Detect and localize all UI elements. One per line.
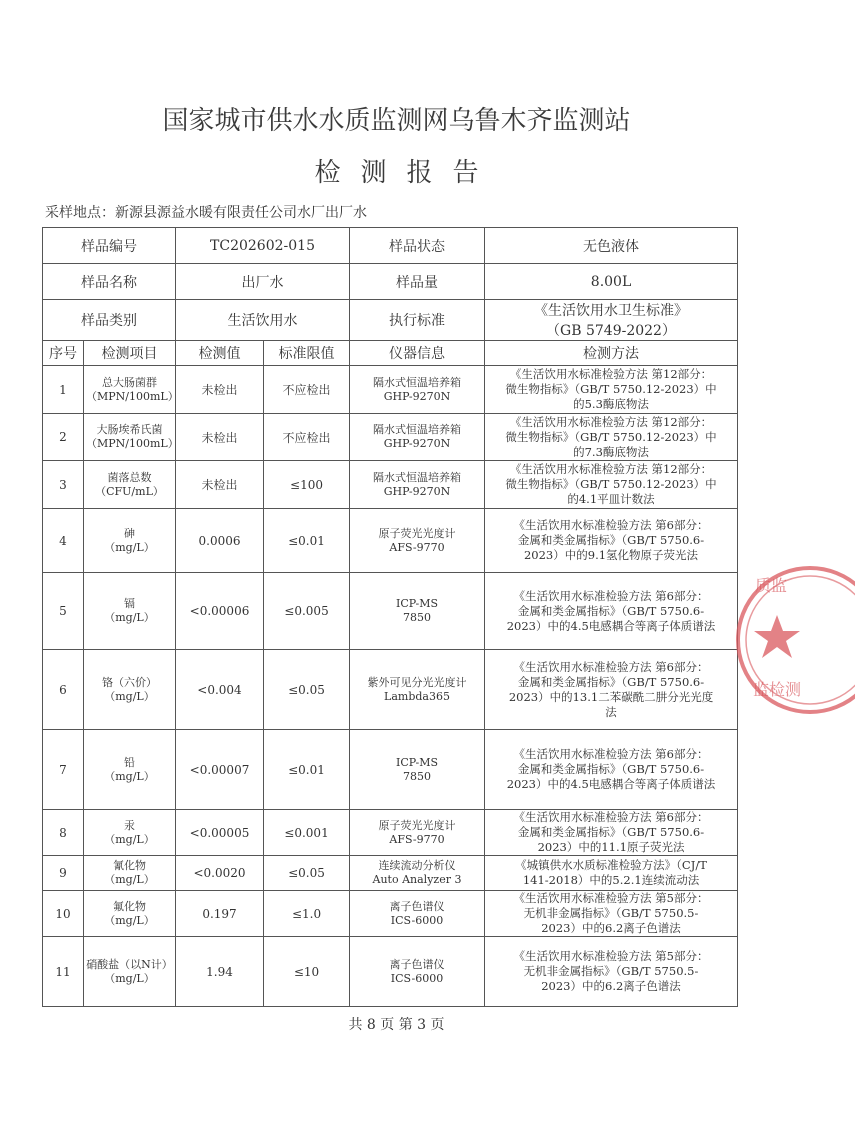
row-method-line: 141-2018）中的5.2.1连续流动法 [522,873,700,887]
sample-id-value: TC202602-015 [176,228,350,264]
row-instrument-line: AFS-9770 [389,540,445,554]
row-item [84,366,179,414]
row-item-name: 大肠埃希氏菌 [96,423,163,436]
row-item-unit: （mg/L） [104,689,155,703]
row-method [485,509,738,573]
row-no: 6 [43,650,84,730]
row-item [84,461,176,509]
svg-text:监检测: 监检测 [753,680,802,699]
row-item-name: 铬（六价） [102,675,157,689]
row-method-line: 《生活饮用水标准检验方法 第6部分： [513,659,709,674]
row-value: <0.00006 [176,573,264,650]
sample-category-value: 生活饮用水 [176,300,350,341]
row-limit: ≤0.05 [264,856,350,891]
row-item-unit: （MPN/100mL） [86,437,179,450]
row-limit: ≤1.0 [264,891,350,937]
sampling-site-label: 采样地点： [45,205,115,221]
table-row [43,414,738,461]
sample-category-label: 样品类别 [43,300,176,341]
row-method-line: 无机非金属指标》（GB/T 5750.5- [523,906,699,920]
table-row [43,650,738,730]
row-item-unit: （CFU/mL） [95,484,164,498]
info-row-name [43,264,738,300]
standard-value-line: （GB 5749-2022） [546,323,676,339]
row-instrument-line: 7850 [403,611,432,624]
row-value: <0.004 [176,650,264,730]
svg-text:质监: 质监 [755,576,788,595]
row-method-line: 《生活饮用水标准检验方法 第6部分： [513,518,709,532]
row-limit: ≤10 [264,937,350,1007]
row-method [485,573,738,650]
row-method-line: 2023）中的9.1氢化物原子荧光法 [523,548,699,562]
row-limit: ≤0.01 [264,509,350,573]
row-no: 11 [43,937,84,1007]
sample-name-value: 出厂水 [176,264,350,300]
col-header-no: 序号 [43,341,84,366]
row-method [485,414,738,461]
row-item [84,650,176,730]
row-item-unit: （mg/L） [104,540,155,554]
row-item-name: 铅 [124,755,135,769]
row-method-line: 的4.1平皿计数法 [567,492,655,506]
row-instrument-line: GHP-9270N [383,484,451,498]
row-method-line: 《生活饮用水标准检验方法 第6部分： [513,810,709,824]
row-value: 未检出 [176,366,264,414]
row-value: 未检出 [176,461,264,509]
table-header-row [43,341,738,366]
row-method-line: 微生物指标》（GB/T 5750.12-2023）中 [505,382,717,396]
row-item-name: 砷 [124,526,135,540]
row-method-line: 无机非金属指标》（GB/T 5750.5- [523,964,699,978]
row-method-line: 2023）中的6.2离子色谱法 [541,979,681,993]
row-method-line: 金属和类金属指标》（GB/T 5750.6- [517,762,705,776]
row-item-unit: （mg/L） [104,971,155,985]
row-limit: ≤0.005 [264,573,350,650]
row-instrument [350,414,485,461]
sample-amount-value: 8.00L [485,264,738,300]
row-item [84,937,176,1007]
row-no: 4 [43,509,84,573]
row-item-unit: （mg/L） [104,913,155,927]
row-instrument-line: 隔水式恒温培养箱 [373,423,462,436]
row-instrument-line: 隔水式恒温培养箱 [373,375,462,389]
row-instrument [350,891,485,937]
row-method-line: 《生活饮用水标准检验方法 第5部分： [513,891,709,905]
row-value: <0.00005 [176,810,264,856]
row-no: 2 [43,414,84,461]
row-method-line: 《生活饮用水标准检验方法 第12部分： [509,414,713,429]
table-row [43,573,738,650]
row-no: 7 [43,730,84,810]
row-method-line: 2023）中的6.2离子色谱法 [541,921,681,935]
row-no: 5 [43,573,84,650]
row-item [84,856,176,891]
row-method [485,730,738,810]
row-method-line: 金属和类金属指标》（GB/T 5750.6- [517,603,705,618]
report-table [42,227,738,1007]
row-instrument [350,650,485,730]
row-method [485,937,738,1007]
table-row [43,461,738,509]
row-method-line: 的7.3酶底物法 [573,444,649,459]
row-instrument [350,366,485,414]
table-row [43,891,738,937]
row-no: 10 [43,891,84,937]
row-value: 0.197 [176,891,264,937]
row-limit: ≤0.05 [264,650,350,730]
row-instrument [350,730,485,810]
row-item-name: 氟化物 [113,899,146,913]
row-method-line: 《生活饮用水标准检验方法 第6部分： [513,747,709,761]
row-method-line: 《生活饮用水标准检验方法 第5部分： [513,949,709,963]
row-method [485,461,738,509]
col-header-method: 检测方法 [485,341,738,366]
standard-value-line: 《生活饮用水卫生标准》 [534,303,689,319]
table-row [43,366,738,414]
official-seal-stamp [735,555,855,725]
row-limit: ≤100 [264,461,350,509]
row-item-name: 硝酸盐（以N计） [86,957,173,971]
row-instrument [350,810,485,856]
row-item [84,810,176,856]
row-instrument [350,509,485,573]
sample-state-value: 无色液体 [485,228,738,264]
row-item-name: 总大肠菌群 [102,375,157,389]
row-instrument-line: 连续流动分析仪 [378,859,456,872]
col-header-instrument: 仪器信息 [350,341,485,366]
sampling-site-value: 新源县源益水暖有限责任公司水厂出厂水 [115,205,367,221]
row-instrument-line: 紫外可见分光光度计 [367,675,467,689]
row-item-unit: （MPN/100mL） [86,389,179,403]
table-row [43,509,738,573]
row-instrument-line: ICS-6000 [390,913,444,927]
sample-name-label: 样品名称 [43,264,176,300]
row-instrument-line: 离子色谱仪 [389,899,445,913]
row-instrument-line: 原子荧光光度计 [378,818,456,832]
row-method-line: 金属和类金属指标》（GB/T 5750.6- [517,825,705,839]
row-method-line: 《生活饮用水标准检验方法 第6部分： [513,588,709,603]
row-method [485,366,738,414]
row-instrument-line: ICP-MS [395,597,439,610]
row-method-line: 的5.3酶底物法 [573,397,649,411]
row-instrument-line: Lambda365 [384,689,450,703]
row-no: 8 [43,810,84,856]
row-method-line: 《生活饮用水标准检验方法 第12部分： [509,462,713,476]
row-item [84,891,176,937]
data-rows [43,366,738,1007]
sampling-site [45,202,367,222]
row-item [84,573,176,650]
row-method [485,856,738,891]
row-limit: ≤0.01 [264,730,350,810]
row-item-unit: （mg/L） [104,769,155,783]
row-item-name: 镉 [124,597,135,610]
row-limit: 不应检出 [264,414,350,461]
row-no: 9 [43,856,84,891]
table-row [43,937,738,1007]
sample-state-label: 样品状态 [350,228,485,264]
row-method-line: 《城镇供水水质标准检验方法》（CJ/T [515,858,707,872]
row-instrument-line: AFS-9770 [389,832,445,846]
row-no: 3 [43,461,84,509]
row-no: 1 [43,366,84,414]
row-method-line: 微生物指标》（GB/T 5750.12-2023）中 [505,477,717,491]
standard-value [485,300,738,341]
row-instrument [350,937,485,1007]
row-instrument-line: GHP-9270N [383,437,451,450]
row-instrument [350,461,485,509]
row-value: 未检出 [176,414,264,461]
standard-label: 执行标准 [350,300,485,341]
row-instrument-line: ICS-6000 [390,971,444,985]
row-item-unit: （mg/L） [104,873,155,886]
row-instrument [350,573,485,650]
row-method-line: 《生活饮用水标准检验方法 第12部分： [509,367,713,381]
table-row [43,810,738,856]
row-method-line: 2023）中的13.1二苯碳酰二肼分光光度 [508,689,714,704]
col-header-limit: 标准限值 [264,341,350,366]
info-row-id [43,228,738,264]
row-method [485,810,738,856]
row-item-name: 菌落总数 [107,470,152,484]
row-value: 0.0006 [176,509,264,573]
row-method [485,891,738,937]
row-value: <0.00007 [176,730,264,810]
row-item [84,730,176,810]
row-method [485,650,738,730]
row-item [84,509,176,573]
row-item-unit: （mg/L） [104,611,155,624]
row-item-unit: （mg/L） [104,832,155,846]
sample-id-label: 样品编号 [43,228,176,264]
row-limit: ≤0.001 [264,810,350,856]
table-row [43,730,738,810]
col-header-item: 检测项目 [84,341,176,366]
row-instrument [350,856,485,891]
row-value: <0.0020 [176,856,264,891]
col-header-value: 检测值 [176,341,264,366]
org-name: 国家城市供水水质监测网乌鲁木齐监测站 [162,106,631,136]
page-number: 共 8 页 第 3 页 [348,1017,445,1033]
row-limit: 不应检出 [264,366,350,414]
row-instrument-line: Auto Analyzer 3 [372,873,462,886]
row-instrument-line: 原子荧光光度计 [378,526,456,540]
row-instrument-line: ICP-MS [395,755,439,769]
sample-amount-label: 样品量 [350,264,485,300]
row-item-name: 汞 [124,818,135,832]
row-method-line: 法 [605,704,617,719]
row-item-name: 氰化物 [113,859,146,872]
row-value: 1.94 [176,937,264,1007]
info-row-category [43,300,738,341]
row-method-line: 微生物指标》（GB/T 5750.12-2023）中 [505,429,717,444]
row-instrument-line: 7850 [403,769,432,783]
table-row [43,856,738,891]
row-method-line: 2023）中的4.5电感耦合等离子体质谱法 [506,777,716,791]
row-item [84,414,179,461]
row-instrument-line: GHP-9270N [383,389,451,403]
row-method-line: 金属和类金属指标》（GB/T 5750.6- [517,533,705,547]
report-title: 检测报告 [314,158,499,188]
row-instrument-line: 隔水式恒温培养箱 [373,470,462,484]
row-method-line: 2023）中的4.5电感耦合等离子体质谱法 [506,618,716,633]
row-method-line: 2023）中的11.1原子荧光法 [537,840,685,854]
row-method-line: 金属和类金属指标》（GB/T 5750.6- [517,674,705,689]
row-instrument-line: 离子色谱仪 [389,957,445,971]
